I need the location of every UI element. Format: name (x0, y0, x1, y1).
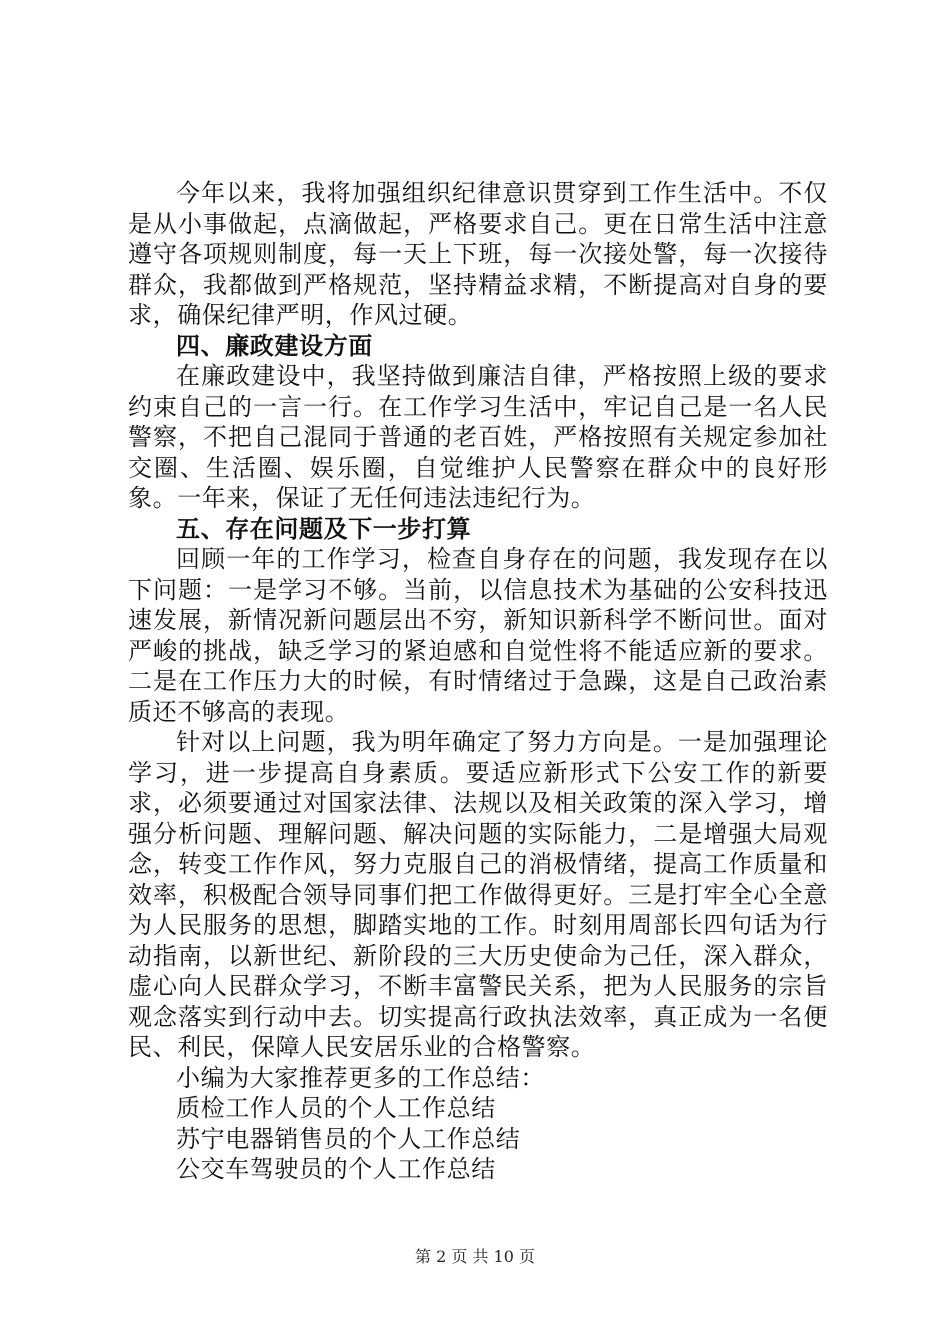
paragraph-plans: 针对以上问题，我为明年确定了努力方向是。一是加强理论学习，进一步提高自身素质。要适应新形式下公安工作的新要求，必须要通过对国家法律、法规以及相关政策的深入学习，增强分析问题、理解问题、解决问题的实际能力，二是增强大局观念，转变工作作风，努力克服自己的消极情绪，提高工作质量和效率，积极配合领导同事们把工作做得更好。三是打牢全心全意为人民服务的思想，脚踏实地的工作。时刻用周部长四句话为行动指南，以新世纪、新阶段的三大历史使命为己任，深入群众，虚心向人民群众学习，不断丰富警民关系，把为人民服务的宗旨观念落实到行动中去。切实提高行政执法效率，真正成为一名便民、利民，保障人民安居乐业的合格警察。 (128, 728, 828, 1061)
recommend-intro: 小编为大家推荐更多的工作总结： (176, 1063, 545, 1092)
recommend-link-suning[interactable]: 苏宁电器销售员的个人工作总结 (176, 1124, 521, 1153)
paragraph-integrity: 在廉政建设中，我坚持做到廉洁自律，严格按照上级的要求约束自己的一言一行。在工作学习生活中，牢记自己是一名人民警察，不把自己混同于普通的老百姓，严格按照有关规定参加社交圈、生活圈、娱乐圈，自觉维护人民警察在群众中的良好形象。一年来，保证了无任何违法违纪行为。 (128, 362, 828, 512)
page-number-footer: 第 2 页 共 10 页 (415, 1247, 535, 1266)
recommend-link-quality[interactable]: 质检工作人员的个人工作总结 (176, 1094, 496, 1122)
recommend-link-bus[interactable]: 公交车驾驶员的个人工作总结 (176, 1155, 496, 1183)
document-body (128, 178, 828, 1185)
paragraph-problems: 回顾一年的工作学习，检查自身存在的问题，我发现存在以下问题：一是学习不够。当前，以信息技术为基础的公安科技迅速发展，新情况新问题层出不穷，新知识新科学不断问世。面对严峻的挑战，缺乏学习的紧迫感和自觉性将不能适应新的要求。二是在工作压力大的时候，有时情绪过于急躁，这是自己政治素质还不够高的表现。 (128, 545, 828, 726)
section-heading-problems: 五、存在问题及下一步打算 (176, 514, 472, 543)
section-heading-integrity: 四、廉政建设方面 (176, 331, 373, 360)
paragraph-discipline: 今年以来，我将加强组织纪律意识贯穿到工作生活中。不仅是从小事做起，点滴做起，严格要求自己。更在日常生活中注意遵守各项规则制度，每一天上下班，每一次接处警，每一次接待群众，我都做到严格规范，坚持精益求精，不断提高对自身的要求，确保纪律严明，作风过硬。 (128, 179, 828, 329)
